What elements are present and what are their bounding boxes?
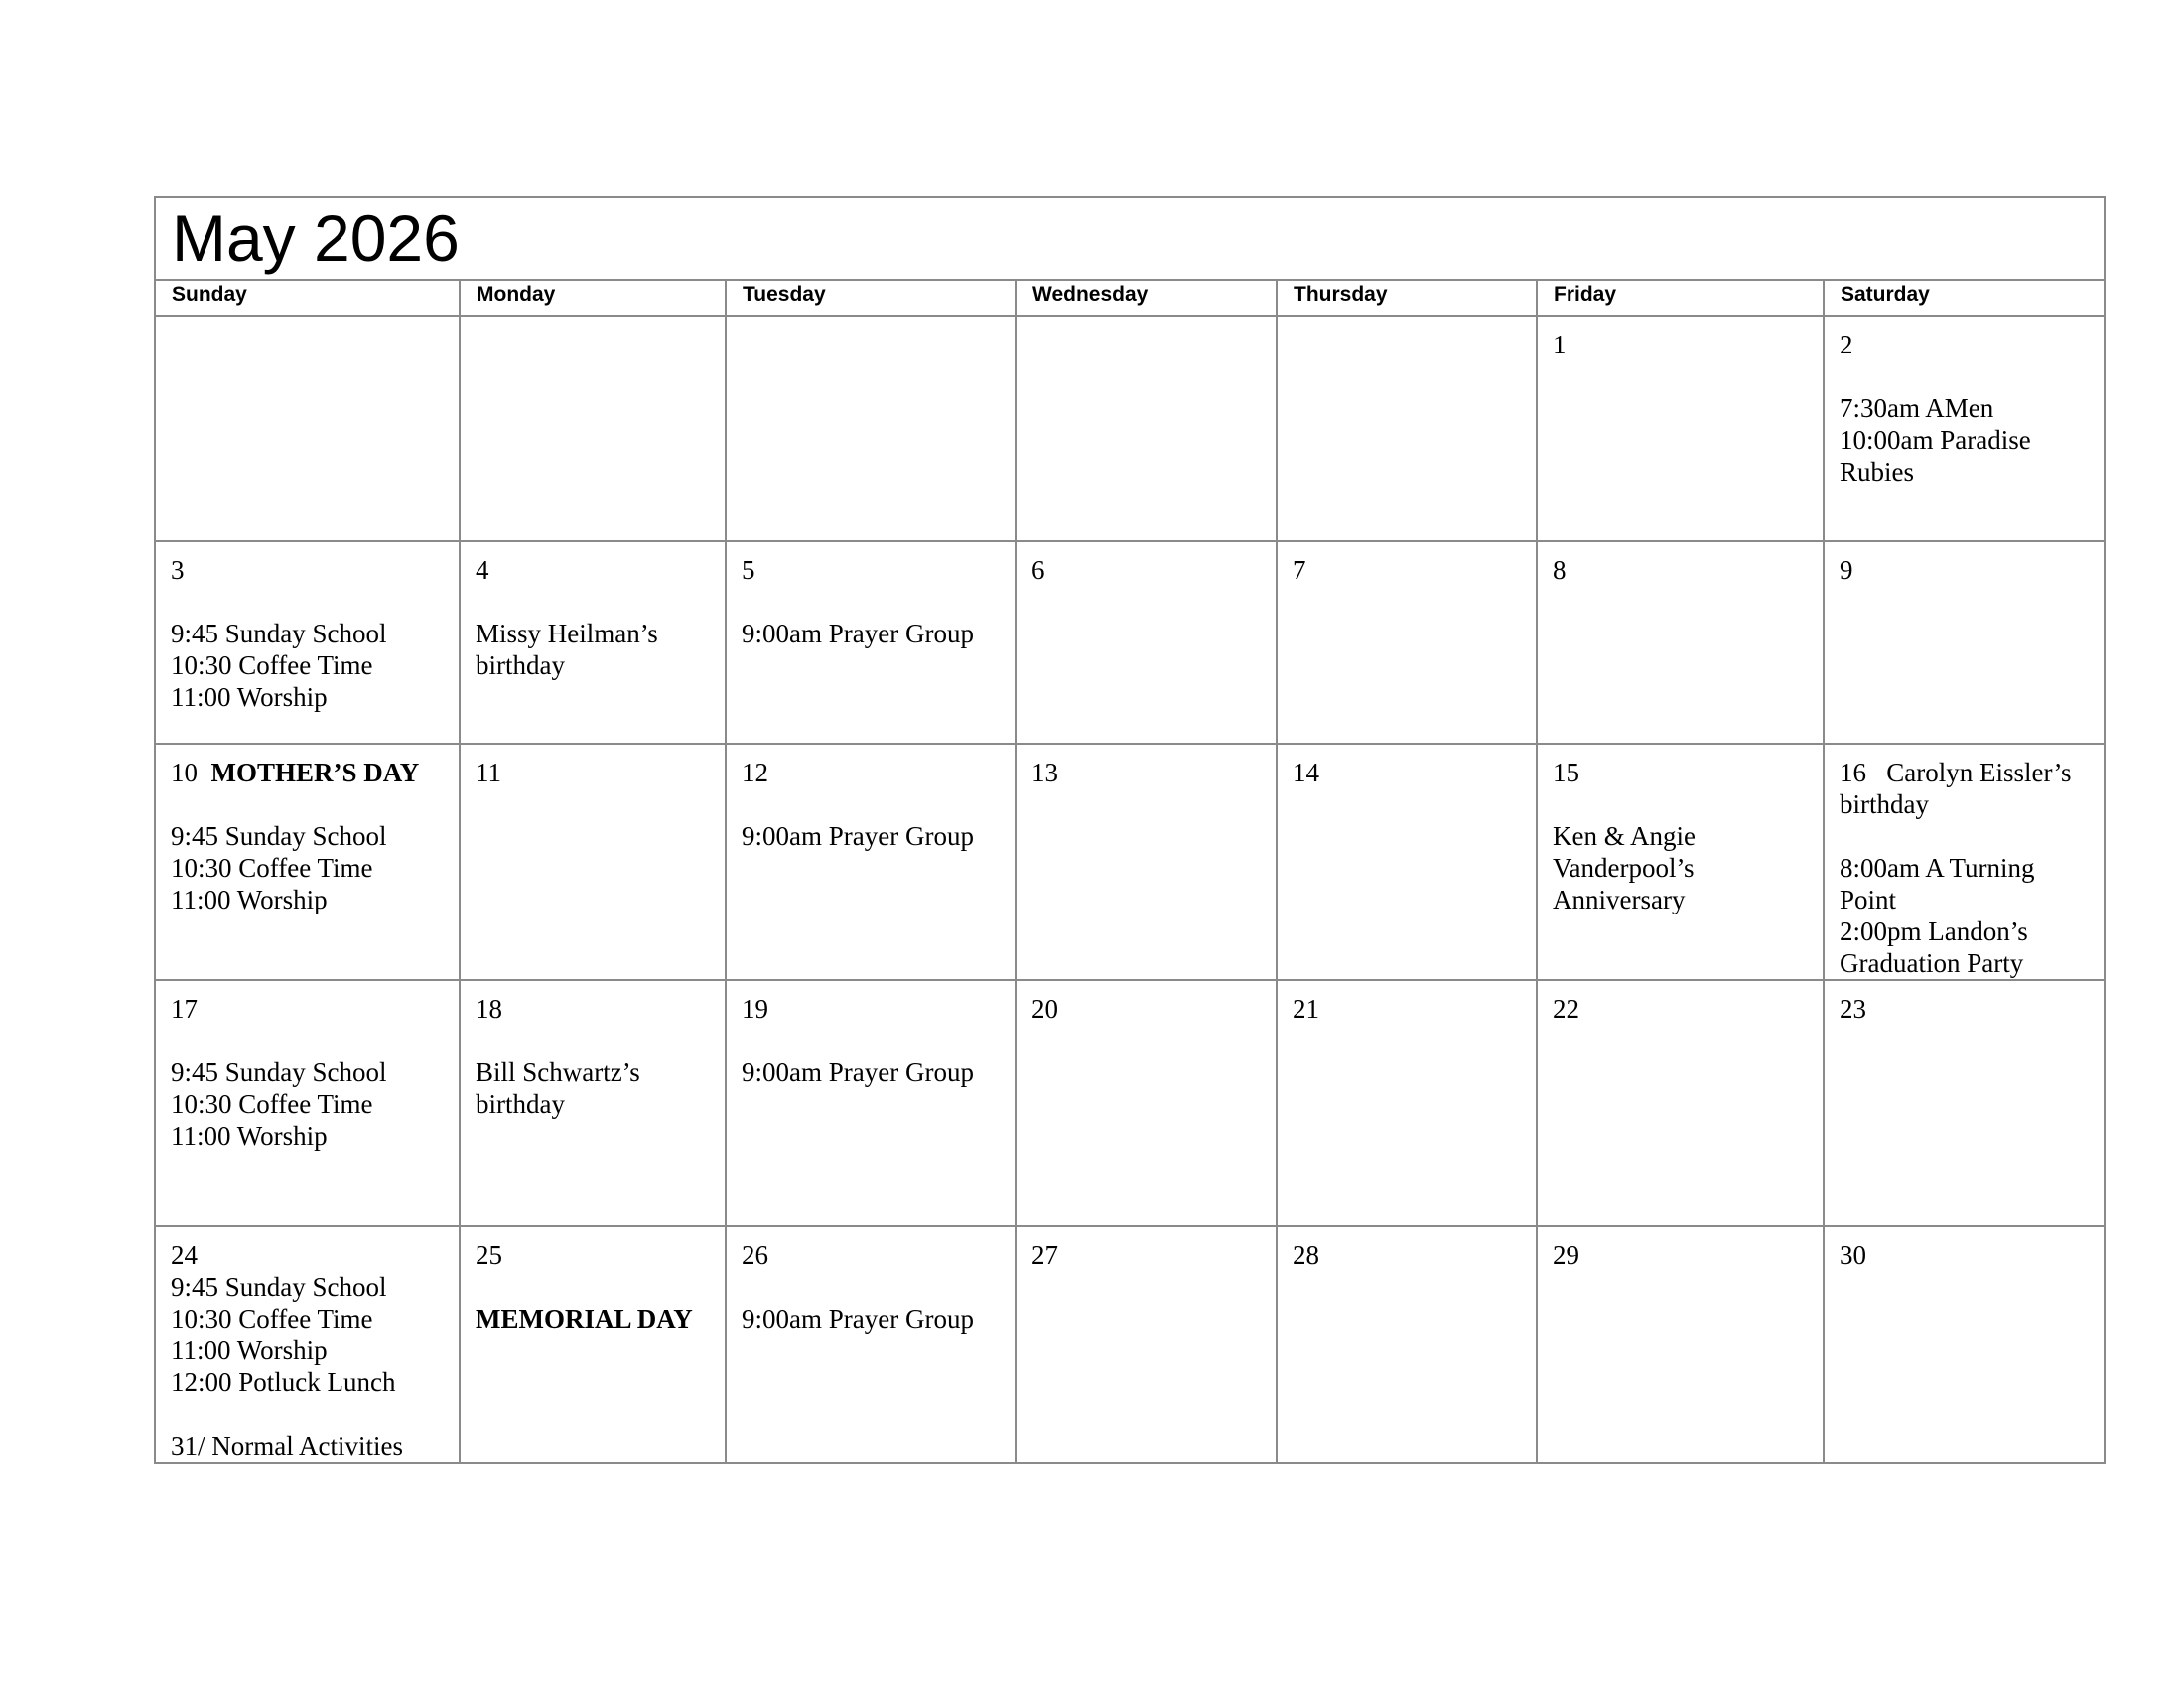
week-row: [155, 980, 2105, 1226]
event-text: 9:45 Sunday School: [171, 1057, 387, 1087]
weekday-header-saturday: Saturday: [1824, 280, 2105, 316]
day-number-line: [171, 554, 445, 586]
day-cell: [1277, 744, 1537, 980]
day-cell: [155, 744, 460, 980]
day-number-line: [742, 757, 1001, 788]
calendar-title-cell: [155, 197, 2105, 280]
day-number: 13: [1031, 758, 1058, 787]
spacer: [1553, 788, 1809, 820]
day-cell: [1277, 316, 1537, 541]
day-number: 20: [1031, 994, 1058, 1024]
day-cell: [1537, 541, 1824, 744]
holiday-label: MOTHER’S DAY: [210, 758, 420, 787]
day-cell: [1824, 744, 2105, 980]
day-number-line: [1293, 1239, 1522, 1271]
day-cell: [726, 980, 1016, 1226]
day-number: 4: [476, 555, 489, 585]
day-number: 14: [1293, 758, 1319, 787]
day-number: 18: [476, 994, 502, 1024]
week-row: [155, 1226, 2105, 1463]
event-text: Vanderpool’s: [1553, 853, 1695, 883]
day-number: 15: [1553, 758, 1579, 787]
day-number-line: [1031, 757, 1262, 788]
event-text: Anniversary: [1553, 885, 1686, 914]
event-text: Point: [1840, 885, 1897, 914]
day-number: 8: [1553, 555, 1567, 585]
day-cell: [726, 316, 1016, 541]
spacer: [171, 1398, 445, 1430]
day-cell: [1016, 980, 1277, 1226]
day-number: 21: [1293, 994, 1319, 1024]
event-text: Graduation Party: [1840, 948, 2024, 978]
day-cell: [460, 744, 726, 980]
day-number: 24: [171, 1240, 198, 1270]
day-number-line: [476, 1239, 711, 1271]
event-text: 9:00am Prayer Group: [742, 821, 974, 851]
spacer: [171, 586, 445, 618]
day-cell: [1277, 980, 1537, 1226]
day-number-line: [476, 993, 711, 1025]
day-number-line: [742, 993, 1001, 1025]
event-text: 11:00 Worship: [171, 1336, 328, 1365]
day-cell: [460, 1226, 726, 1463]
day-cell: [1537, 316, 1824, 541]
event-text: 10:30 Coffee Time: [171, 650, 373, 680]
day-cell: [726, 1226, 1016, 1463]
event-text: 9:00am Prayer Group: [742, 1057, 974, 1087]
day-number: 27: [1031, 1240, 1058, 1270]
day-number-line: [1553, 329, 1809, 360]
day-number-line: [742, 554, 1001, 586]
spacer: [476, 1025, 711, 1056]
spacer: [171, 788, 445, 820]
day-cell: [726, 744, 1016, 980]
day-number: 22: [1553, 994, 1579, 1024]
day-number-line: [1293, 993, 1522, 1025]
day-number: 6: [1031, 555, 1045, 585]
day-number: 16: [1840, 758, 1866, 787]
day-number-line: [1031, 993, 1262, 1025]
day-cell: [1277, 1226, 1537, 1463]
event-text: birthday: [476, 650, 565, 680]
day-cell: [1277, 541, 1537, 744]
week-row: [155, 744, 2105, 980]
event-text: 9:00am Prayer Group: [742, 1304, 974, 1334]
day-number-line: [476, 554, 711, 586]
day-cell: [460, 541, 726, 744]
event-text: Ken & Angie: [1553, 821, 1696, 851]
event-text: 11:00 Worship: [171, 885, 328, 914]
day-number-line: [1293, 554, 1522, 586]
event-text: 8:00am A Turning: [1840, 853, 2035, 883]
day-cell: [155, 980, 460, 1226]
event-text: 11:00 Worship: [171, 682, 328, 712]
weekday-header-wednesday: Wednesday: [1016, 280, 1277, 316]
spacer: [1840, 360, 2090, 392]
day-number: 26: [742, 1240, 768, 1270]
weekday-header-row: [155, 280, 2105, 316]
day-number-line: [1840, 554, 2090, 586]
day-cell: [460, 980, 726, 1226]
day-number-line: [1840, 329, 2090, 360]
week-row: [155, 541, 2105, 744]
event-text: 2:00pm Landon’s: [1840, 916, 2028, 946]
event-text: 10:30 Coffee Time: [171, 1304, 373, 1334]
day-cell: [155, 1226, 460, 1463]
day-number-line: [476, 757, 711, 788]
event-text: 9:45 Sunday School: [171, 1272, 387, 1302]
spacer: [476, 1271, 711, 1303]
event-text: 31/ Normal Activities: [171, 1431, 403, 1461]
day-number: 25: [476, 1240, 502, 1270]
spacer: [476, 586, 711, 618]
day-cell: [1016, 744, 1277, 980]
day-number-line: [1840, 1239, 2090, 1271]
holiday-label: MEMORIAL DAY: [476, 1304, 693, 1334]
day-cell: [1016, 1226, 1277, 1463]
day-cell: [460, 316, 726, 541]
event-text: Rubies: [1840, 457, 1915, 487]
day-number-line: [1553, 1239, 1809, 1271]
day-cell: [155, 316, 460, 541]
day-cell: [1016, 316, 1277, 541]
day-number: 9: [1840, 555, 1853, 585]
day-cell: [155, 541, 460, 744]
week-row: [155, 316, 2105, 541]
month-title: May 2026: [172, 202, 460, 275]
day-number: 30: [1840, 1240, 1866, 1270]
day-cell: [1537, 1226, 1824, 1463]
weekday-header-friday: Friday: [1537, 280, 1824, 316]
day-cell: [1537, 980, 1824, 1226]
day-number-line: [171, 757, 445, 788]
event-text: 10:30 Coffee Time: [171, 1089, 373, 1119]
day-cell: [1824, 316, 2105, 541]
event-text: 9:00am Prayer Group: [742, 619, 974, 648]
spacer: [171, 1025, 445, 1056]
event-text: birthday: [476, 1089, 565, 1119]
spacer: [742, 586, 1001, 618]
day-number-line: [1840, 993, 2090, 1025]
event-text: 9:45 Sunday School: [171, 821, 387, 851]
day-cell: [1537, 744, 1824, 980]
day-cell: [1824, 541, 2105, 744]
day-cell: [1016, 541, 1277, 744]
day-number-line: [1031, 1239, 1262, 1271]
day-number: 29: [1553, 1240, 1579, 1270]
day-number-line: [1553, 554, 1809, 586]
day-number-line: [742, 1239, 1001, 1271]
day-number: 3: [171, 555, 185, 585]
spacer: [742, 1025, 1001, 1056]
day-number: 10: [171, 758, 198, 787]
weekday-header-thursday: Thursday: [1277, 280, 1537, 316]
weekday-header-tuesday: Tuesday: [726, 280, 1016, 316]
day-number: 1: [1553, 330, 1567, 359]
day-cell: [1824, 980, 2105, 1226]
day-number: 17: [171, 994, 198, 1024]
day-cell: [1824, 1226, 2105, 1463]
event-text: 11:00 Worship: [171, 1121, 328, 1151]
calendar-weeks: [155, 316, 2105, 1463]
day-number-line: [1293, 757, 1522, 788]
calendar-table: [154, 196, 2106, 1464]
weekday-header-sunday: Sunday: [155, 280, 460, 316]
day-number: 23: [1840, 994, 1866, 1024]
day-number: 5: [742, 555, 755, 585]
weekday-header-monday: Monday: [460, 280, 726, 316]
day-number: 7: [1293, 555, 1306, 585]
day-number: 28: [1293, 1240, 1319, 1270]
day-number: 11: [476, 758, 501, 787]
event-text: Bill Schwartz’s: [476, 1057, 640, 1087]
day-cell: [726, 541, 1016, 744]
day-number-line: [1840, 757, 2090, 788]
event-text: birthday: [1840, 789, 1929, 819]
spacer: [742, 788, 1001, 820]
spacer: [1840, 820, 2090, 852]
event-text: 12:00 Potluck Lunch: [171, 1367, 396, 1397]
day-number: 12: [742, 758, 768, 787]
day-number-line: [1553, 993, 1809, 1025]
day-number: 19: [742, 994, 768, 1024]
day-number-line: [1031, 554, 1262, 586]
event-text: 7:30am AMen: [1840, 393, 1994, 423]
spacer: [742, 1271, 1001, 1303]
day-number-line: [171, 1239, 445, 1271]
day-number-line: [171, 993, 445, 1025]
event-text: 9:45 Sunday School: [171, 619, 387, 648]
event-text: 10:00am Paradise: [1840, 425, 2031, 455]
event-text: 10:30 Coffee Time: [171, 853, 373, 883]
event-text: Missy Heilman’s: [476, 619, 658, 648]
day-number: 2: [1840, 330, 1853, 359]
event-text: Carolyn Eissler’s: [1886, 758, 2072, 787]
day-number-line: [1553, 757, 1809, 788]
